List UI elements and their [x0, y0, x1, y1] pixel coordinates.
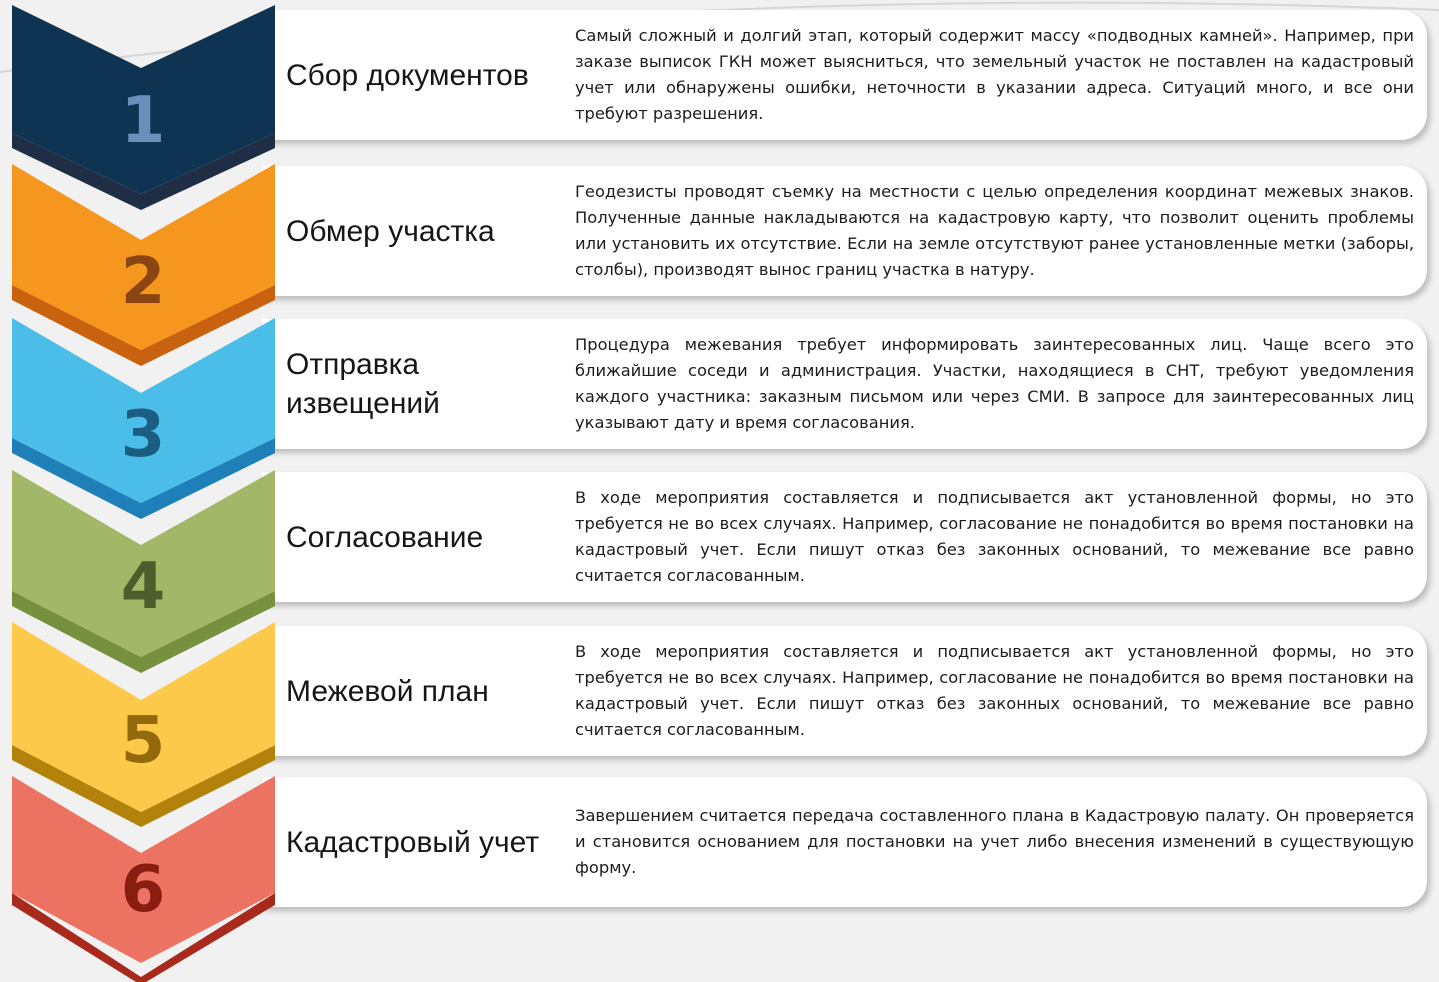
step-card-4 [262, 472, 1427, 602]
step-number: 5 [120, 704, 166, 778]
step-description: Завершением считается передача составленного плана в Кадастровую палату. Он проверяется и становится основанием для постановки на учет либо внесения изменений в существующую форму. [575, 806, 1414, 877]
step-description: Процедура межевания требует информировать заинтересованных лиц. Чаще всего это ближайшие соседи и администрация. Участки, находящиеся в СНТ, требуют уведомления каждого участника: заказным письмом или через СМИ. В запросе для заинтересованных лиц указывают дату и время согласования. [575, 335, 1414, 432]
step-description: Геодезисты проводят съемку на местности с целью определения координат межевых знаков. Полученные данные накладываются на кадастровую карту, что позволит оценить проблемы или установить их отсутствие. Если на земле отсутствуют ранее установленные метки (заборы, столбы), производят вынос границ участка в натуру. [575, 182, 1414, 279]
step-card-6 [262, 777, 1427, 907]
step-title: Отправка извещений [286, 348, 440, 420]
step-card-1 [262, 10, 1427, 140]
step-card-3 [262, 319, 1427, 449]
step-number: 3 [120, 398, 166, 472]
step-number: 2 [120, 245, 166, 319]
step-description: Самый сложный и долгий этап, который содержит массу «подводных камней». Например, при заказе выписок ГКН может выясниться, что земельный участок не поставлен на кадастровый учет или обнаружены ошибки, неточности в указании адреса. Ситуаций много, и все они требуют разрешения. [575, 26, 1414, 123]
step-card-5 [262, 626, 1427, 756]
step-title: Обмер участка [286, 214, 495, 248]
step-description: В ходе мероприятия составляется и подписывается акт установленной формы, но это требуется не во всех случаях. Например, согласование не понадобится во время постановки на кадастровый учет. Если пишут отказ без законных оснований, то межевание все равно считается согласованным. [575, 642, 1414, 739]
step-number: 1 [120, 84, 166, 158]
step-title: Сбор документов [286, 58, 529, 92]
step-title: Согласование [286, 520, 484, 554]
step-title: Межевой план [286, 674, 489, 708]
chevron-step-1 [12, 5, 275, 210]
step-description: В ходе мероприятия составляется и подписывается акт установленной формы, но это требуется не во всех случаях. Например, согласование не понадобится во время постановки на кадастровый учет. Если пишут отказ без законных оснований, то межевание все равно считается согласованным. [575, 488, 1414, 585]
step-number: 6 [120, 853, 166, 927]
chevron-column [0, 0, 290, 982]
step-title: Кадастровый учет [286, 825, 540, 859]
step-number: 4 [120, 550, 166, 624]
step-card-2 [262, 166, 1427, 296]
